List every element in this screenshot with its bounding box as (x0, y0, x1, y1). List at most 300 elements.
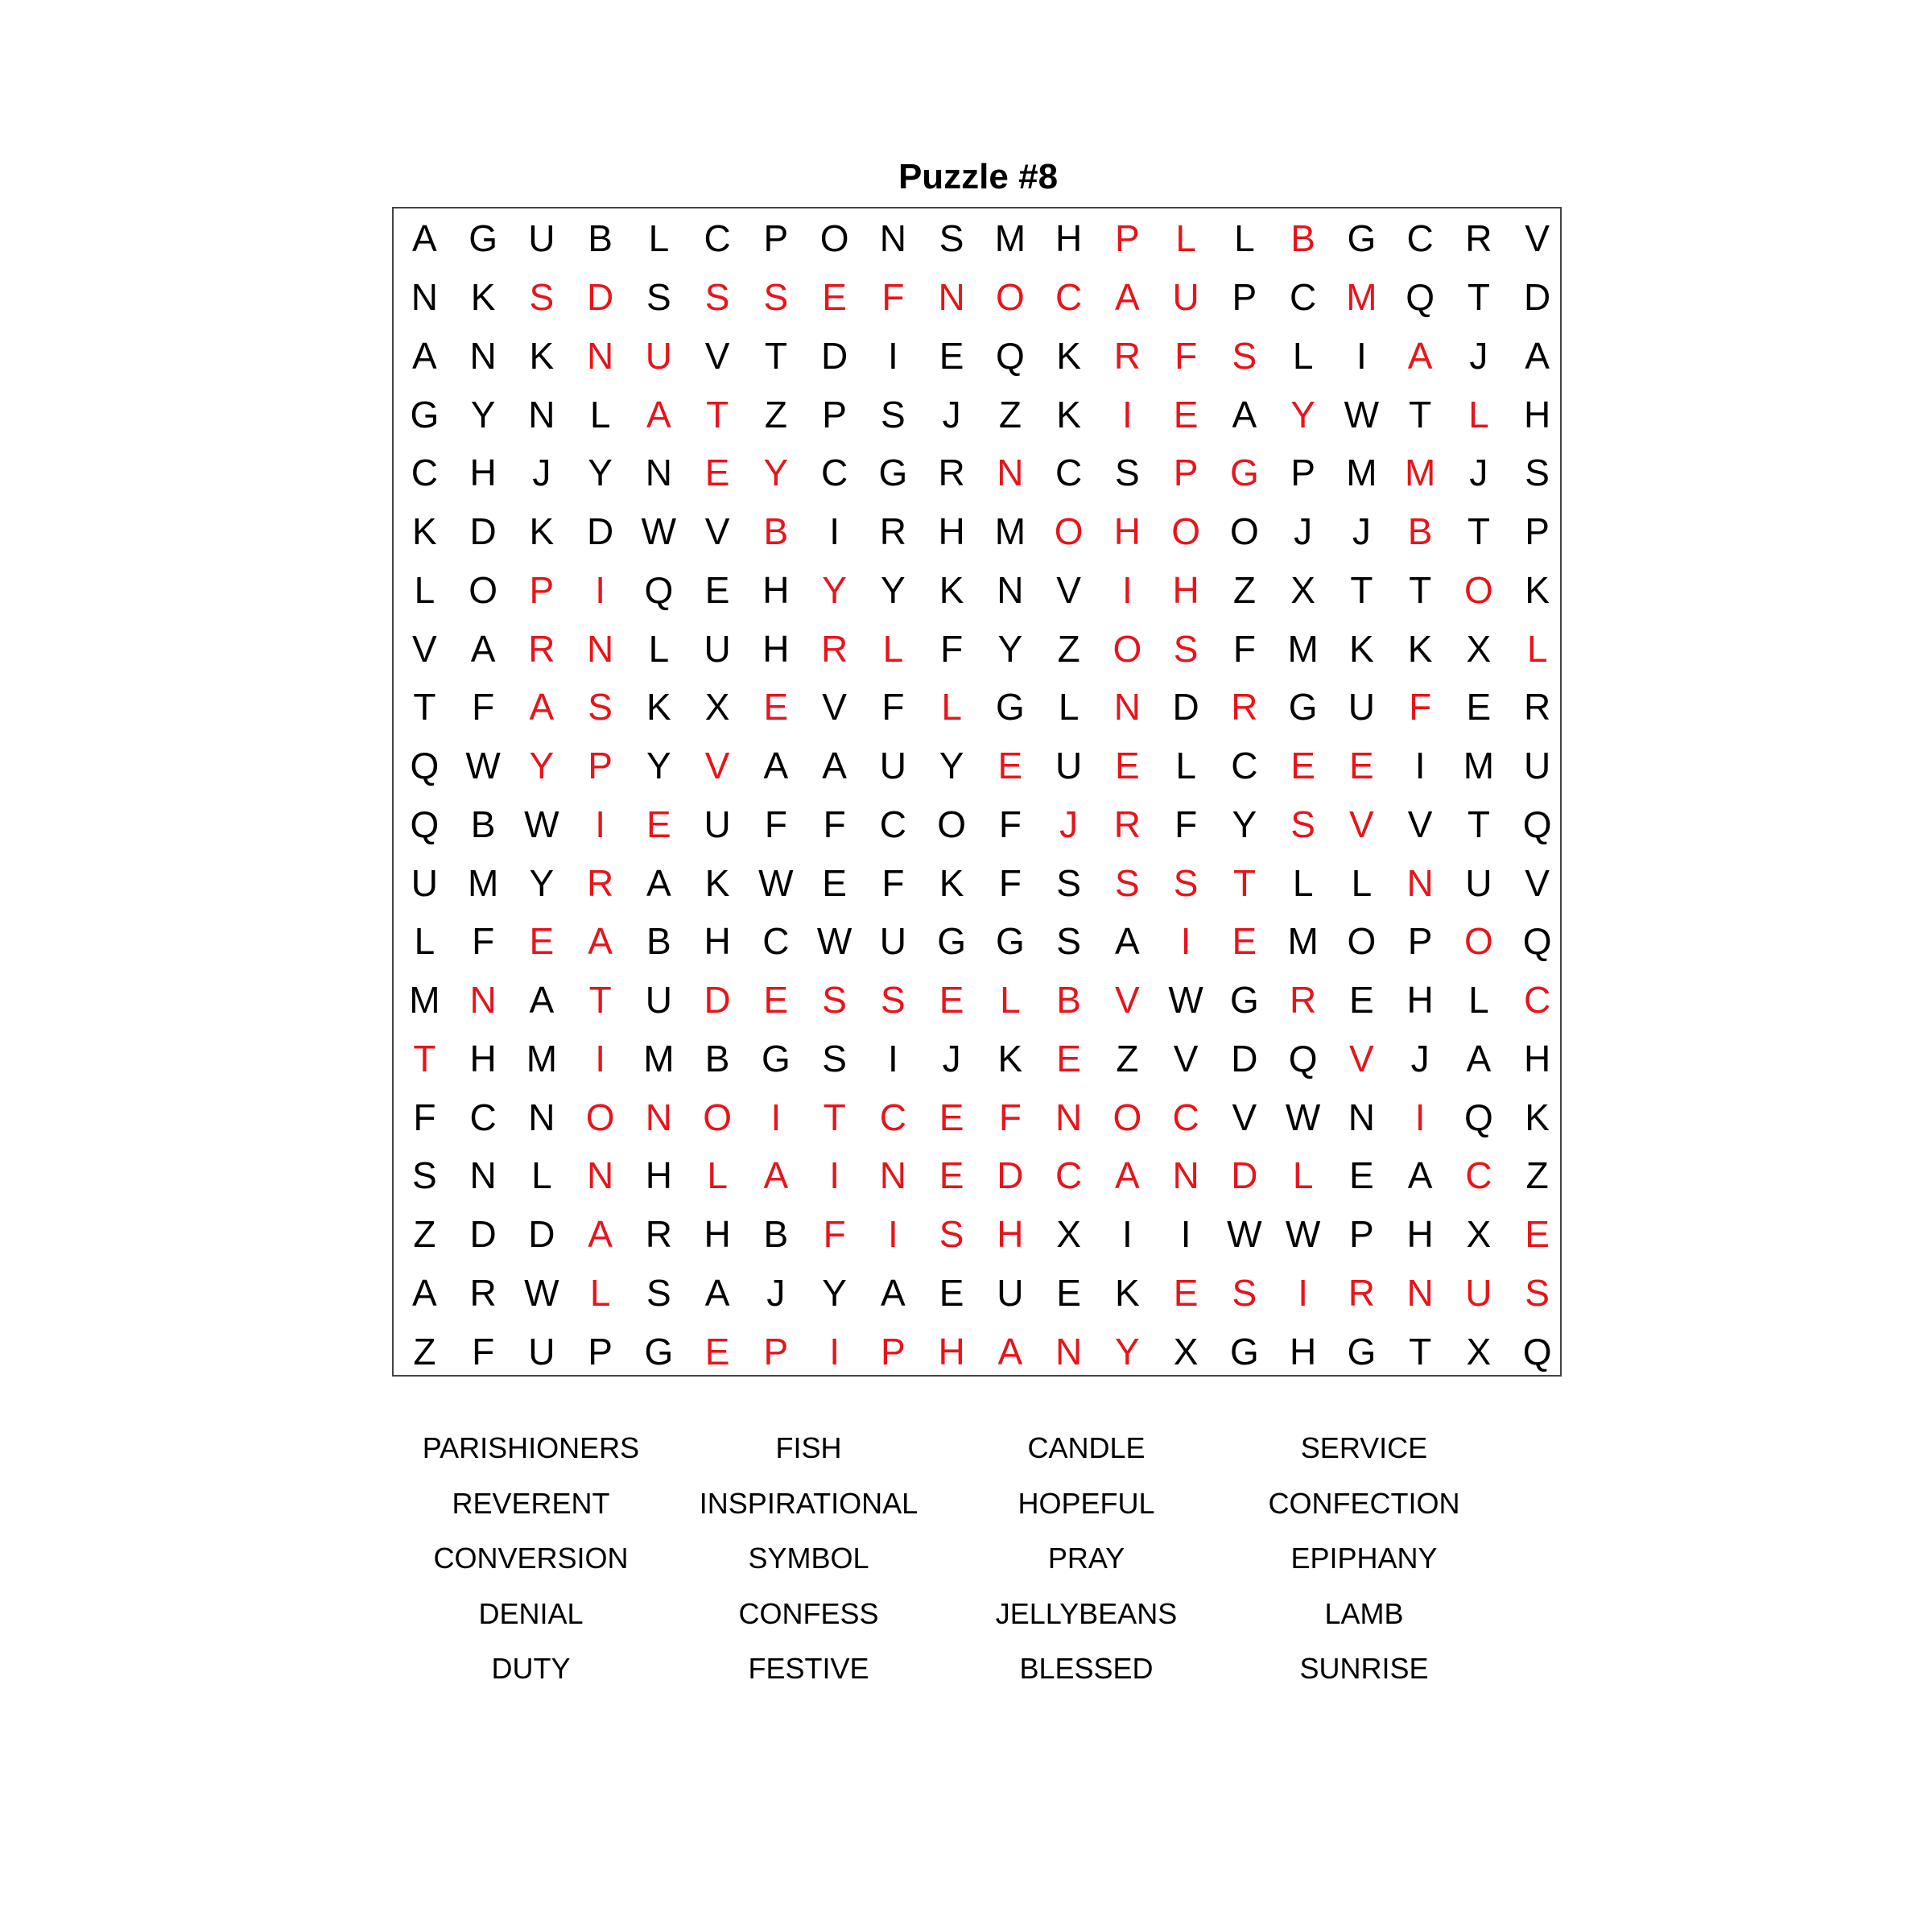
grid-cell[interactable]: Y (470, 393, 496, 436)
grid-cell[interactable]: S (704, 276, 730, 319)
grid-cell[interactable]: S (1056, 861, 1081, 904)
grid-cell[interactable]: E (1349, 979, 1374, 1022)
grid-cell[interactable]: A (588, 920, 613, 963)
grid-cell[interactable]: L (1175, 217, 1196, 260)
grid-cell[interactable]: E (529, 920, 555, 963)
grid-cell[interactable]: G (878, 452, 908, 494)
grid-cell[interactable]: N (587, 1154, 614, 1197)
grid-cell[interactable]: L (414, 920, 436, 963)
grid-cell[interactable]: D (528, 1213, 555, 1256)
grid-cell[interactable]: E (939, 1154, 964, 1197)
grid-cell[interactable]: V (1525, 217, 1550, 260)
grid-cell[interactable]: S (412, 1154, 437, 1197)
grid-cell[interactable]: S (529, 276, 555, 319)
grid-cell[interactable]: Y (822, 1271, 847, 1314)
grid-cell[interactable]: C (1055, 452, 1083, 494)
grid-cell[interactable]: R (1348, 1271, 1375, 1314)
grid-cell[interactable]: A (822, 745, 847, 787)
grid-cell[interactable]: H (1172, 568, 1199, 611)
grid-cell[interactable]: I (1356, 334, 1367, 377)
grid-cell[interactable]: L (1292, 1154, 1314, 1197)
grid-cell[interactable]: I (829, 1154, 840, 1197)
grid-cell[interactable]: G (995, 920, 1025, 963)
grid-cell[interactable]: L (1234, 217, 1255, 260)
grid-cell[interactable]: E (763, 979, 789, 1022)
grid-cell[interactable]: R (1465, 217, 1492, 260)
grid-cell[interactable]: A (412, 1271, 437, 1314)
grid-cell[interactable]: N (469, 979, 497, 1022)
grid-cell[interactable]: C (879, 1096, 906, 1138)
grid-cell[interactable]: K (704, 861, 730, 904)
grid-cell[interactable]: D (1524, 276, 1551, 319)
grid-cell[interactable]: S (1525, 1271, 1550, 1314)
grid-cell[interactable]: C (1055, 276, 1083, 319)
grid-cell[interactable]: J (942, 1037, 961, 1080)
grid-cell[interactable]: P (588, 1330, 613, 1373)
grid-cell[interactable]: S (646, 276, 671, 319)
grid-cell[interactable]: O (585, 1096, 615, 1138)
grid-cell[interactable]: C (1290, 276, 1317, 319)
grid-cell[interactable]: O (995, 276, 1025, 319)
grid-cell[interactable]: H (704, 920, 731, 963)
grid-cell[interactable]: N (1055, 1096, 1083, 1138)
grid-cell[interactable]: R (645, 1213, 672, 1256)
grid-cell[interactable]: F (881, 276, 905, 319)
grid-cell[interactable]: H (1290, 1330, 1317, 1373)
grid-cell[interactable]: A (529, 979, 555, 1022)
word-search-grid[interactable] (395, 209, 1567, 1381)
grid-cell[interactable]: P (588, 745, 613, 787)
grid-cell[interactable]: S (939, 1213, 964, 1256)
grid-cell[interactable]: E (1349, 1154, 1374, 1197)
grid-cell[interactable]: A (412, 334, 437, 377)
grid-cell[interactable]: J (1469, 452, 1488, 494)
grid-cell[interactable]: L (941, 686, 962, 729)
grid-cell[interactable]: T (1467, 276, 1490, 319)
grid-cell[interactable]: G (1288, 686, 1318, 729)
grid-cell[interactable]: P (1407, 920, 1433, 963)
grid-cell[interactable]: H (762, 568, 790, 611)
grid-cell[interactable]: W (1344, 393, 1380, 436)
grid-cell[interactable]: L (531, 1154, 552, 1197)
grid-cell[interactable]: G (1229, 1330, 1259, 1373)
grid-cell[interactable]: E (704, 1330, 730, 1373)
grid-cell[interactable]: C (762, 920, 790, 963)
grid-cell[interactable]: W (1285, 1213, 1321, 1256)
grid-cell[interactable]: R (821, 627, 848, 670)
grid-cell[interactable]: K (939, 861, 964, 904)
grid-cell[interactable]: I (595, 1037, 606, 1080)
grid-cell[interactable]: H (1113, 510, 1141, 553)
grid-cell[interactable]: W (1285, 1096, 1321, 1138)
grid-cell[interactable]: Z (1232, 568, 1256, 611)
grid-cell[interactable]: O (1463, 920, 1493, 963)
grid-cell[interactable]: A (881, 1271, 906, 1314)
grid-cell[interactable]: C (821, 452, 848, 494)
grid-cell[interactable]: W (524, 803, 559, 845)
grid-cell[interactable]: B (1056, 979, 1081, 1022)
grid-cell[interactable]: D (469, 1213, 497, 1256)
grid-cell[interactable]: S (1173, 861, 1199, 904)
grid-cell[interactable]: S (1173, 627, 1199, 670)
grid-cell[interactable]: B (704, 1037, 730, 1080)
grid-cell[interactable]: N (997, 452, 1024, 494)
grid-cell[interactable]: C (411, 452, 438, 494)
grid-cell[interactable]: F (472, 1330, 495, 1373)
grid-cell[interactable]: E (1173, 1271, 1199, 1314)
grid-cell[interactable]: J (1059, 803, 1079, 845)
grid-cell[interactable]: H (469, 452, 497, 494)
grid-cell[interactable]: R (528, 627, 555, 670)
grid-cell[interactable]: D (1231, 1154, 1258, 1197)
grid-cell[interactable]: L (1175, 745, 1196, 787)
grid-cell[interactable]: Y (881, 568, 906, 611)
grid-cell[interactable]: D (1231, 1037, 1258, 1080)
grid-cell[interactable]: P (529, 568, 555, 611)
grid-cell[interactable]: N (528, 393, 555, 436)
grid-cell[interactable]: Q (410, 745, 440, 787)
grid-cell[interactable]: V (412, 627, 437, 670)
grid-cell[interactable]: N (645, 452, 672, 494)
grid-cell[interactable]: Y (1115, 1330, 1140, 1373)
grid-cell[interactable]: I (1121, 568, 1133, 611)
grid-cell[interactable]: M (1287, 920, 1319, 963)
grid-cell[interactable]: F (940, 627, 964, 670)
grid-cell[interactable]: N (997, 568, 1024, 611)
grid-cell[interactable]: N (1113, 686, 1141, 729)
grid-cell[interactable]: K (529, 510, 555, 553)
grid-cell[interactable]: A (1407, 1154, 1433, 1197)
grid-cell[interactable]: D (587, 510, 614, 553)
grid-cell[interactable]: F (1409, 686, 1432, 729)
grid-cell[interactable]: P (1349, 1213, 1374, 1256)
grid-cell[interactable]: I (770, 1096, 782, 1138)
grid-cell[interactable]: R (1524, 686, 1551, 729)
grid-cell[interactable]: A (763, 1154, 789, 1197)
grid-cell[interactable]: H (1406, 1213, 1434, 1256)
grid-cell[interactable]: N (1172, 1154, 1199, 1197)
grid-cell[interactable]: J (1294, 510, 1313, 553)
grid-cell[interactable]: M (643, 1037, 675, 1080)
grid-cell[interactable]: D (469, 510, 497, 553)
grid-cell[interactable]: F (472, 686, 495, 729)
grid-cell[interactable]: N (879, 217, 906, 260)
grid-cell[interactable]: K (939, 568, 964, 611)
grid-cell[interactable]: F (1174, 334, 1198, 377)
grid-cell[interactable]: I (887, 1213, 898, 1256)
grid-cell[interactable]: S (646, 1271, 671, 1314)
grid-cell[interactable]: E (704, 568, 730, 611)
grid-cell[interactable]: F (823, 1213, 846, 1256)
grid-cell[interactable]: M (526, 1037, 558, 1080)
grid-cell[interactable]: B (470, 803, 496, 845)
grid-cell[interactable]: S (588, 686, 613, 729)
grid-cell[interactable]: Y (646, 745, 671, 787)
grid-cell[interactable]: W (465, 745, 501, 787)
grid-cell[interactable]: E (939, 1271, 964, 1314)
grid-cell[interactable]: I (1180, 920, 1191, 963)
grid-cell[interactable]: H (938, 1330, 965, 1373)
grid-cell[interactable]: C (879, 803, 906, 845)
grid-cell[interactable]: H (1055, 217, 1083, 260)
grid-cell[interactable]: Z (1057, 627, 1080, 670)
grid-cell[interactable]: D (821, 334, 848, 377)
grid-cell[interactable]: G (1229, 979, 1259, 1022)
grid-cell[interactable]: H (1524, 1037, 1551, 1080)
grid-cell[interactable]: S (1115, 452, 1140, 494)
grid-cell[interactable]: K (646, 686, 671, 729)
grid-cell[interactable]: J (942, 393, 961, 436)
grid-cell[interactable]: C (1172, 1096, 1199, 1138)
grid-cell[interactable]: O (1229, 510, 1259, 553)
grid-cell[interactable]: R (1113, 334, 1141, 377)
grid-cell[interactable]: F (472, 920, 495, 963)
grid-cell[interactable]: R (1290, 979, 1317, 1022)
grid-cell[interactable]: M (1463, 745, 1495, 787)
grid-cell[interactable]: W (1168, 979, 1203, 1022)
grid-cell[interactable]: T (588, 979, 612, 1022)
grid-cell[interactable]: N (879, 1154, 906, 1197)
grid-cell[interactable]: I (887, 1037, 898, 1080)
grid-cell[interactable]: Y (529, 745, 555, 787)
grid-cell[interactable]: Z (413, 1330, 436, 1373)
grid-cell[interactable]: A (646, 861, 671, 904)
grid-cell[interactable]: T (1350, 568, 1373, 611)
grid-cell[interactable]: A (470, 627, 496, 670)
grid-cell[interactable]: K (1349, 627, 1374, 670)
grid-cell[interactable]: E (1349, 745, 1374, 787)
grid-cell[interactable]: A (997, 1330, 1023, 1373)
grid-cell[interactable]: P (1290, 452, 1315, 494)
grid-cell[interactable]: U (645, 979, 672, 1022)
grid-cell[interactable]: I (1414, 745, 1426, 787)
grid-cell[interactable]: F (998, 803, 1022, 845)
grid-cell[interactable]: B (1290, 217, 1315, 260)
grid-cell[interactable]: A (1115, 920, 1140, 963)
grid-cell[interactable]: M (409, 979, 440, 1022)
grid-cell[interactable]: Y (1290, 393, 1315, 436)
grid-cell[interactable]: P (1173, 452, 1199, 494)
grid-cell[interactable]: K (1407, 627, 1433, 670)
grid-cell[interactable]: L (707, 1154, 728, 1197)
grid-cell[interactable]: O (1113, 1096, 1142, 1138)
grid-cell[interactable]: V (704, 745, 730, 787)
grid-cell[interactable]: Q (1522, 1330, 1552, 1373)
grid-cell[interactable]: S (1525, 452, 1550, 494)
grid-cell[interactable]: E (1525, 1213, 1550, 1256)
grid-cell[interactable]: P (1525, 510, 1550, 553)
grid-cell[interactable]: P (1232, 276, 1257, 319)
grid-cell[interactable]: F (764, 803, 787, 845)
grid-cell[interactable]: Y (1232, 803, 1257, 845)
grid-cell[interactable]: A (763, 745, 789, 787)
grid-cell[interactable]: S (1115, 861, 1140, 904)
grid-cell[interactable]: R (469, 1271, 497, 1314)
grid-cell[interactable]: F (881, 686, 905, 729)
grid-cell[interactable]: G (1347, 1330, 1377, 1373)
grid-cell[interactable]: S (939, 217, 964, 260)
grid-cell[interactable]: S (1056, 920, 1081, 963)
grid-cell[interactable]: A (1525, 334, 1550, 377)
grid-cell[interactable]: E (1290, 745, 1315, 787)
grid-cell[interactable]: V (1173, 1037, 1199, 1080)
grid-cell[interactable]: R (938, 452, 965, 494)
grid-cell[interactable]: R (587, 861, 614, 904)
grid-cell[interactable]: X (704, 686, 730, 729)
grid-cell[interactable]: E (1466, 686, 1492, 729)
grid-cell[interactable]: R (879, 510, 906, 553)
grid-cell[interactable]: B (763, 1213, 789, 1256)
grid-cell[interactable]: U (879, 745, 906, 787)
grid-cell[interactable]: I (595, 803, 606, 845)
grid-cell[interactable]: D (704, 979, 731, 1022)
grid-cell[interactable]: N (469, 334, 497, 377)
grid-cell[interactable]: D (1172, 686, 1199, 729)
grid-cell[interactable]: L (589, 393, 611, 436)
grid-cell[interactable]: E (1115, 745, 1140, 787)
grid-cell[interactable]: K (529, 334, 555, 377)
grid-cell[interactable]: V (1056, 568, 1081, 611)
grid-cell[interactable]: W (524, 1271, 559, 1314)
grid-cell[interactable]: F (998, 1096, 1022, 1138)
grid-cell[interactable]: H (704, 1213, 731, 1256)
grid-cell[interactable]: V (1232, 1096, 1257, 1138)
grid-cell[interactable]: E (822, 276, 847, 319)
grid-cell[interactable]: Q (410, 803, 440, 845)
grid-cell[interactable]: G (995, 686, 1025, 729)
grid-cell[interactable]: A (1115, 276, 1140, 319)
grid-cell[interactable]: O (819, 217, 849, 260)
grid-cell[interactable]: U (1465, 1271, 1492, 1314)
grid-cell[interactable]: U (1524, 745, 1551, 787)
grid-cell[interactable]: P (822, 393, 847, 436)
grid-cell[interactable]: I (595, 568, 606, 611)
grid-cell[interactable]: E (939, 334, 964, 377)
grid-cell[interactable]: H (1524, 393, 1551, 436)
grid-cell[interactable]: R (1113, 803, 1141, 845)
grid-cell[interactable]: U (1172, 276, 1199, 319)
grid-cell[interactable]: N (469, 1154, 497, 1197)
grid-cell[interactable]: Q (1406, 276, 1435, 319)
grid-cell[interactable]: L (1000, 979, 1021, 1022)
grid-cell[interactable]: K (1056, 334, 1081, 377)
grid-cell[interactable]: O (1113, 627, 1142, 670)
grid-cell[interactable]: T (1232, 861, 1256, 904)
grid-cell[interactable]: Q (1288, 1037, 1318, 1080)
grid-cell[interactable]: K (1525, 1096, 1550, 1138)
grid-cell[interactable]: N (1055, 1330, 1083, 1373)
grid-cell[interactable]: G (761, 1037, 791, 1080)
grid-cell[interactable]: E (1173, 393, 1199, 436)
grid-cell[interactable]: H (997, 1213, 1024, 1256)
grid-cell[interactable]: L (648, 217, 670, 260)
grid-cell[interactable]: A (1466, 1037, 1492, 1080)
grid-cell[interactable]: Y (822, 568, 847, 611)
grid-cell[interactable]: E (939, 979, 964, 1022)
grid-cell[interactable]: U (528, 1330, 555, 1373)
grid-cell[interactable]: Y (588, 452, 613, 494)
grid-cell[interactable]: I (829, 510, 840, 553)
grid-cell[interactable]: H (469, 1037, 497, 1080)
grid-cell[interactable]: I (1414, 1096, 1426, 1138)
grid-cell[interactable]: Y (997, 627, 1023, 670)
grid-cell[interactable]: M (1287, 627, 1319, 670)
grid-cell[interactable]: E (997, 745, 1023, 787)
grid-cell[interactable]: T (413, 686, 436, 729)
grid-cell[interactable]: V (704, 334, 730, 377)
grid-cell[interactable]: A (1115, 1154, 1140, 1197)
grid-cell[interactable]: T (1467, 510, 1490, 553)
grid-cell[interactable]: I (1180, 1213, 1191, 1256)
grid-cell[interactable]: H (938, 510, 965, 553)
grid-cell[interactable]: S (1232, 1271, 1257, 1314)
grid-cell[interactable]: K (470, 276, 496, 319)
grid-cell[interactable]: E (939, 1096, 964, 1138)
grid-cell[interactable]: S (822, 1037, 847, 1080)
grid-cell[interactable]: G (410, 393, 440, 436)
grid-cell[interactable]: E (763, 686, 789, 729)
grid-cell[interactable]: W (816, 920, 852, 963)
grid-cell[interactable]: X (1056, 1213, 1081, 1256)
grid-cell[interactable]: J (1352, 510, 1371, 553)
grid-cell[interactable]: P (763, 217, 789, 260)
grid-cell[interactable]: O (937, 803, 967, 845)
grid-cell[interactable]: S (881, 979, 906, 1022)
grid-cell[interactable]: C (1055, 1154, 1083, 1197)
grid-cell[interactable]: F (1232, 627, 1256, 670)
grid-cell[interactable]: S (881, 393, 906, 436)
grid-cell[interactable]: L (882, 627, 904, 670)
grid-cell[interactable]: S (822, 979, 847, 1022)
grid-cell[interactable]: E (1056, 1037, 1081, 1080)
grid-cell[interactable]: F (998, 861, 1022, 904)
grid-cell[interactable]: V (1407, 803, 1433, 845)
grid-cell[interactable]: J (532, 452, 551, 494)
grid-cell[interactable]: N (1348, 1096, 1375, 1138)
grid-cell[interactable]: K (1115, 1271, 1140, 1314)
grid-cell[interactable]: G (644, 1330, 674, 1373)
grid-cell[interactable]: C (704, 217, 731, 260)
grid-cell[interactable]: U (704, 803, 731, 845)
grid-cell[interactable]: M (994, 217, 1026, 260)
grid-cell[interactable]: V (1349, 1037, 1374, 1080)
grid-cell[interactable]: Y (529, 861, 555, 904)
grid-cell[interactable]: U (1348, 686, 1375, 729)
grid-cell[interactable]: U (528, 217, 555, 260)
grid-cell[interactable]: L (1292, 861, 1314, 904)
grid-cell[interactable]: P (1115, 217, 1140, 260)
grid-cell[interactable]: N (528, 1096, 555, 1138)
grid-cell[interactable]: O (469, 568, 498, 611)
grid-cell[interactable]: D (997, 1154, 1024, 1197)
grid-cell[interactable]: A (704, 1271, 730, 1314)
grid-cell[interactable]: S (1290, 803, 1315, 845)
grid-cell[interactable]: E (822, 861, 847, 904)
grid-cell[interactable]: T (1409, 393, 1432, 436)
grid-cell[interactable]: L (1468, 979, 1489, 1022)
grid-cell[interactable]: P (881, 1330, 906, 1373)
grid-cell[interactable]: T (1409, 568, 1432, 611)
grid-cell[interactable]: N (411, 276, 438, 319)
grid-cell[interactable]: T (413, 1037, 436, 1080)
grid-cell[interactable]: U (645, 334, 672, 377)
grid-cell[interactable]: C (469, 1096, 497, 1138)
grid-cell[interactable]: A (529, 686, 555, 729)
grid-cell[interactable]: T (706, 393, 729, 436)
grid-cell[interactable]: T (823, 1096, 846, 1138)
grid-cell[interactable]: V (704, 510, 730, 553)
grid-cell[interactable]: K (1056, 393, 1081, 436)
